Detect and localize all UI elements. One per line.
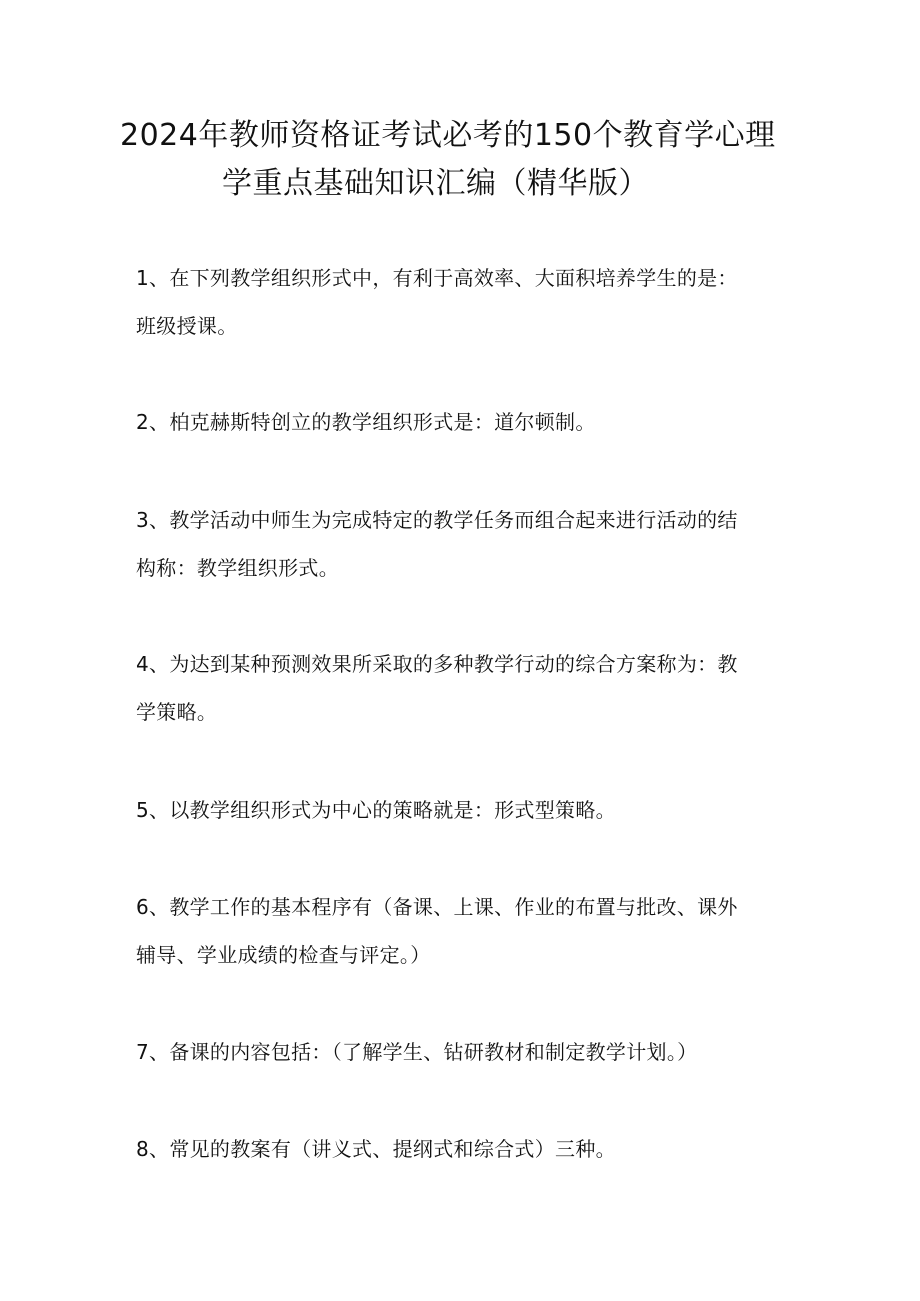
- list-item-6: [136, 883, 786, 979]
- item-text-line: 3、教学活动中师生为完成特定的教学任务而组合起来进行活动的结: [136, 508, 738, 532]
- item-text-line: 8、常见的教案有（讲义式、提纲式和综合式）三种。: [136, 1137, 616, 1161]
- document-title: [120, 112, 800, 208]
- item-text-line: 7、备课的内容包括：（了解学生、钻研教材和制定教学计划。）: [136, 1040, 698, 1064]
- list-item-8: [136, 1125, 786, 1173]
- title-line-1: 2024年教师资格证考试必考的150个教育学心理: [120, 118, 776, 153]
- item-text-line: 班级授课。: [136, 314, 238, 338]
- title-line-2: 学重点基础知识汇编（精华版）: [222, 166, 649, 201]
- list-item-2: [136, 398, 786, 446]
- list-item-7: [136, 1028, 786, 1076]
- item-text-line: 2、柏克赫斯特创立的教学组织形式是：道尔顿制。: [136, 410, 596, 434]
- item-text-line: 1、在下列教学组织形式中，有利于高效率、大面积培养学生的是：: [136, 266, 738, 290]
- item-text-line: 学策略。: [136, 700, 218, 724]
- list-item-4: [136, 640, 786, 736]
- list-item-1: [136, 254, 786, 350]
- item-text-line: 辅导、学业成绩的检查与评定。）: [136, 943, 431, 967]
- item-text-line: 5、以教学组织形式为中心的策略就是：形式型策略。: [136, 798, 616, 822]
- list-item-3: [136, 496, 786, 592]
- item-text-line: 4、为达到某种预测效果所采取的多种教学行动的综合方案称为：教: [136, 652, 738, 676]
- list-item-5: [136, 786, 786, 834]
- item-text-line: 6、教学工作的基本程序有（备课、上课、作业的布置与批改、课外: [136, 895, 738, 919]
- item-text-line: 构称：教学组织形式。: [136, 556, 339, 580]
